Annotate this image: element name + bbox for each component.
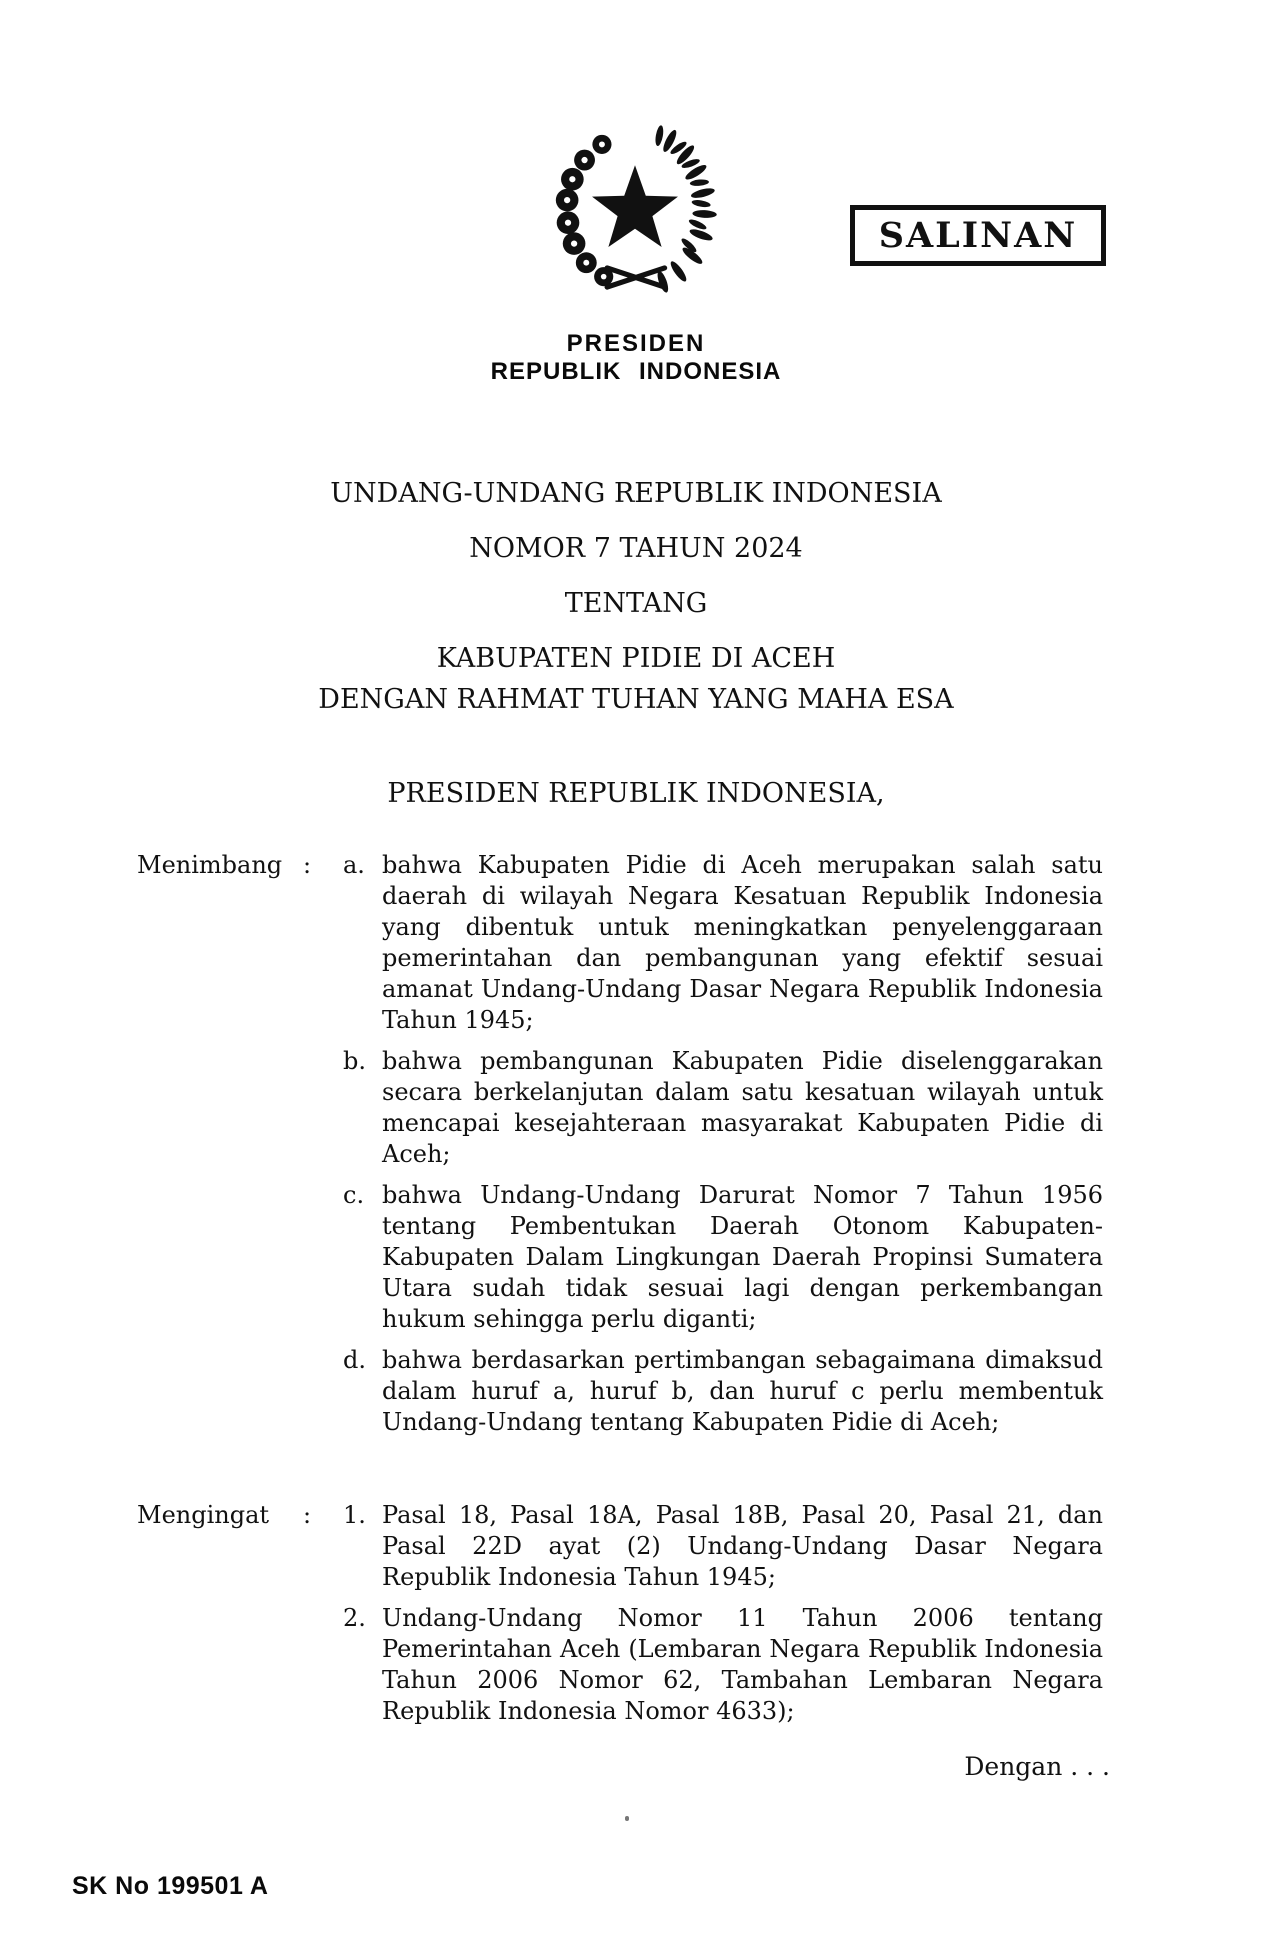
item-text: bahwa Kabupaten Pidie di Aceh merupakan salah satu daerah di wilayah Negara Kesatuan Republik Indonesia yang dibentuk untuk meningkatkan penyelenggaraan pemerintahan dan pembangunan yang efektif sesuai amanat Undang-Undang Dasar Negara Republik Indonesia Tahun 1945; bbox=[382, 851, 1103, 1034]
salinan-stamp bbox=[850, 205, 1106, 266]
list-item bbox=[343, 1046, 1103, 1170]
sk-number: SK No 199501 A bbox=[72, 1872, 269, 1900]
menimbang-row bbox=[137, 850, 1103, 1438]
title-line2: NOMOR 7 TAHUN 2024 bbox=[469, 533, 803, 564]
item-text: bahwa pembangunan Kabupaten Pidie diselenggarakan secara berkelanjutan dalam satu kesatuan wilayah untuk mencapai kesejahteraan masyarakat Kabupaten Pidie di Aceh; bbox=[382, 1047, 1103, 1168]
list-item bbox=[343, 850, 1103, 1036]
letterhead-line1: PRESIDEN bbox=[566, 330, 706, 357]
letterhead bbox=[0, 331, 1272, 387]
list-item bbox=[343, 1603, 1103, 1727]
invocation-line: DENGAN RAHMAT TUHAN YANG MAHA ESA bbox=[318, 684, 954, 715]
title-line3: TENTANG bbox=[564, 588, 708, 619]
menimbang-list bbox=[343, 850, 1103, 1438]
item-text: Pasal 18, Pasal 18A, Pasal 18B, Pasal 20, Pasal 21, dan Pasal 22D ayat (2) Undang-Undang Dasar Negara Republik Indonesia Tahun 1945; bbox=[382, 1501, 1103, 1591]
menimbang-label: Menimbang bbox=[137, 851, 283, 879]
list-item bbox=[343, 1500, 1103, 1593]
salutation-line: PRESIDEN REPUBLIK INDONESIA, bbox=[387, 778, 885, 809]
catchword: Dengan . . . bbox=[964, 1752, 1110, 1781]
document-title bbox=[0, 466, 1272, 686]
title-line4: KABUPATEN PIDIE DI ACEH bbox=[436, 643, 836, 674]
item-text: Undang-Undang Nomor 11 Tahun 2006 tentang Pemerintahan Aceh (Lembaran Negara Republik Indonesia Tahun 2006 Nomor 62, Tambahan Lembaran Negara Republik Indonesia Nomor 4633); bbox=[382, 1604, 1103, 1725]
letterhead-line2: REPUBLIK INDONESIA bbox=[490, 358, 782, 385]
list-item bbox=[343, 1345, 1103, 1438]
item-marker: b. bbox=[343, 1047, 366, 1075]
title-line1: UNDANG-UNDANG REPUBLIK INDONESIA bbox=[330, 478, 942, 509]
item-marker: c. bbox=[343, 1181, 365, 1209]
scan-artifact bbox=[625, 1816, 629, 1821]
item-marker: 2. bbox=[343, 1604, 366, 1632]
item-marker: 1. bbox=[343, 1501, 366, 1529]
item-marker: a. bbox=[343, 851, 365, 879]
item-marker: d. bbox=[343, 1346, 366, 1374]
menimbang-colon: : bbox=[303, 851, 312, 879]
mengingat-label: Mengingat bbox=[137, 1501, 270, 1529]
mengingat-row bbox=[137, 1500, 1103, 1727]
mengingat-list bbox=[343, 1500, 1103, 1727]
salinan-label: SALINAN bbox=[878, 215, 1078, 256]
state-emblem-icon bbox=[548, 116, 722, 312]
list-item bbox=[343, 1180, 1103, 1335]
mengingat-colon: : bbox=[303, 1501, 312, 1529]
item-text: bahwa Undang-Undang Darurat Nomor 7 Tahun 1956 tentang Pembentukan Daerah Otonom Kabupaten-Kabupaten Dalam Lingkungan Daerah Propinsi Sumatera Utara sudah tidak sesuai lagi dengan perkembangan hukum sehingga perlu diganti; bbox=[382, 1181, 1103, 1333]
item-text: bahwa berdasarkan pertimbangan sebagaimana dimaksud dalam huruf a, huruf b, dan huruf c perlu membentuk Undang-Undang tentang Kabupaten Pidie di Aceh; bbox=[382, 1346, 1103, 1436]
preamble-clauses bbox=[137, 850, 1103, 1727]
